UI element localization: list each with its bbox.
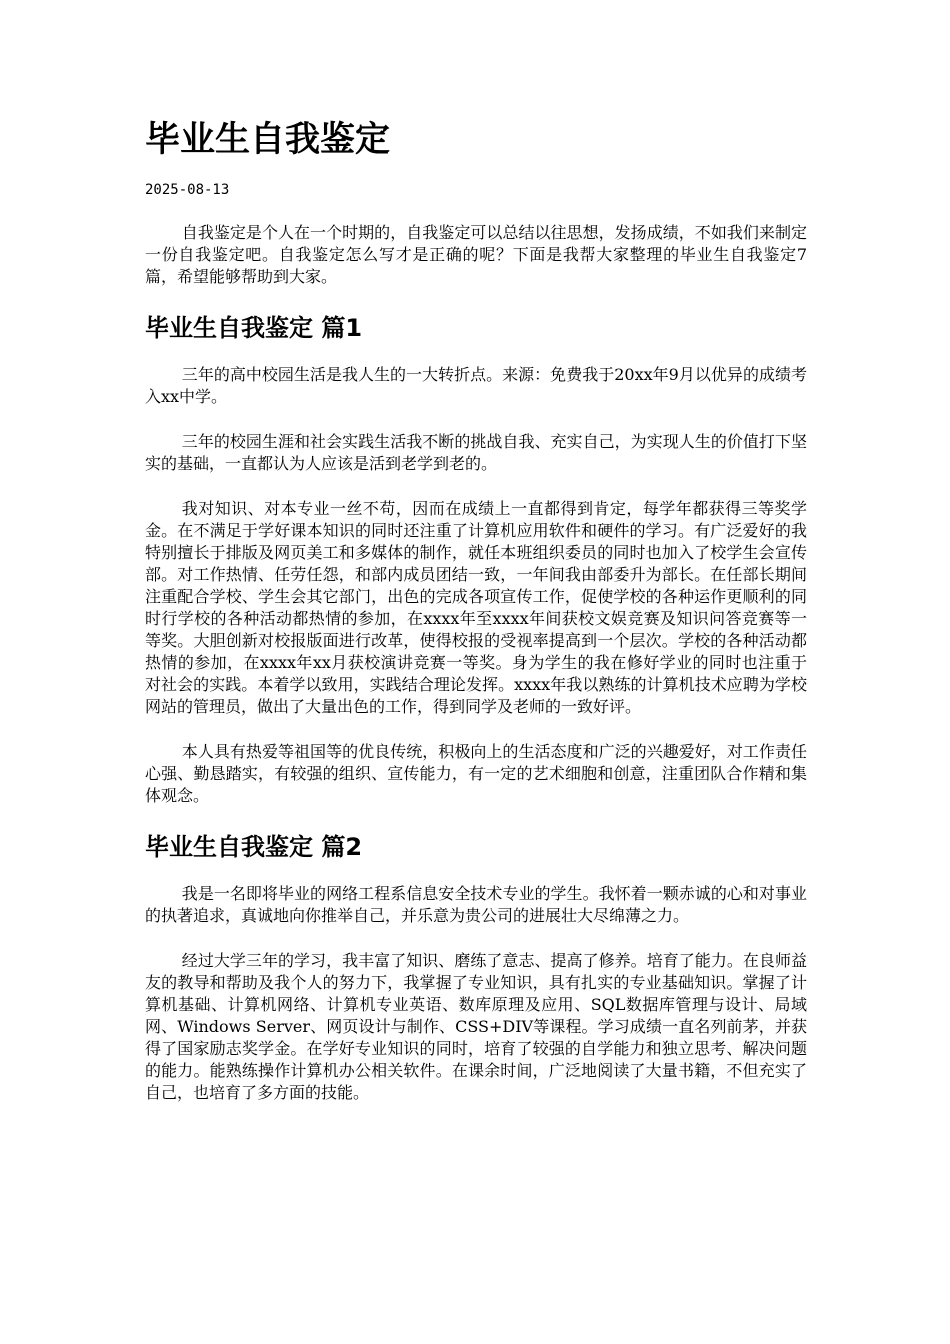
section-1 [145,310,807,807]
paragraph: 三年的高中校园生活是我人生的一大转折点。来源：免费我于20xx年9月以优异的成绩考入xx中学。 [145,365,807,406]
page-title: 毕业生自我鉴定 [145,120,391,160]
article [145,112,807,1104]
paragraph: 本人具有热爱等祖国等的优良传统，积极向上的生活态度和广泛的兴趣爱好，对工作责任心强、勤恳踏实，有较强的组织、宣传能力，有一定的艺术细胞和创意，注重团队合作精和集体观念。 [145,742,807,805]
section-heading: 毕业生自我鉴定 篇1 [145,314,363,342]
paragraph: 我对知识、对本专业一丝不苟，因而在成绩上一直都得到肯定，每学年都获得三等奖学金。在不满足于学好课本知识的同时还注重了计算机应用软件和硬件的学习。有广泛爱好的我特别擅长于排版及网页美工和多媒体的制作，就任本班组织委员的同时也加入了校学生会宣传部。对工作热情、任劳任怨，和部内成员团结一致，一年间我由部委升为部长。在任部长期间注重配合学校、学生会其它部门，出色的完成各项宣传工作，促使学校的各种运作更顺利的同时行学校的各种活动都热情的参加，在xxxx年至xxxx年间获校文娱竞赛及知识问答竞赛等一等奖。大胆创新对校报版面进行改革，使得校报的受视率提高到一个层次。学校的各种活动都热情的参加，在xxxx年xx月获校演讲竞赛一等奖。身为学生的我在修好学业的同时也注重于对社会的实践。本着学以致用，实践结合理论发挥。xxxx年我以熟练的计算机技术应聘为学校网站的管理员，做出了大量出色的工作，得到同学及老师的一致好评。 [145,499,807,716]
intro-paragraph: 自我鉴定是个人在一个时期的，自我鉴定可以总结以往思想，发扬成绩，不如我们来制定一份自我鉴定吧。自我鉴定怎么写才是正确的呢？下面是我帮大家整理的毕业生自我鉴定7篇，希望能够帮助到大家。 [145,223,807,286]
paragraph: 经过大学三年的学习，我丰富了知识、磨练了意志、提高了修养。培育了能力。在良师益友的教导和帮助及我个人的努力下，我掌握了专业知识，具有扎实的专业基础知识。掌握了计算机基础、计算机网络、计算机专业英语、数库原理及应用、SQL数据库管理与设计、局域网、Windows Server、网页设计与制作、CSS+DIV等课程。学习成绩一直名列前茅，并获得了国家励志奖学金。在学好专业知识的同时，培育了较强的自学能力和独立思考、解决问题的能力。能熟练操作计算机办公相关软件。在课余时间，广泛地阅读了大量书籍，不但充实了自己，也培育了多方面的技能。 [145,951,807,1102]
section-2 [145,829,807,1104]
publish-date: 2025-08-13 [145,182,230,198]
paragraph: 三年的校园生涯和社会实践生活我不断的挑战自我、充实自己，为实现人生的价值打下坚实的基础，一直都认为人应该是活到老学到老的。 [145,432,807,473]
paragraph: 我是一名即将毕业的网络工程系信息安全技术专业的学生。我怀着一颗赤诚的心和对事业的执著追求，真诚地向你推举自己，并乐意为贵公司的进展壮大尽绵薄之力。 [145,884,807,925]
section-heading: 毕业生自我鉴定 篇2 [145,833,363,861]
